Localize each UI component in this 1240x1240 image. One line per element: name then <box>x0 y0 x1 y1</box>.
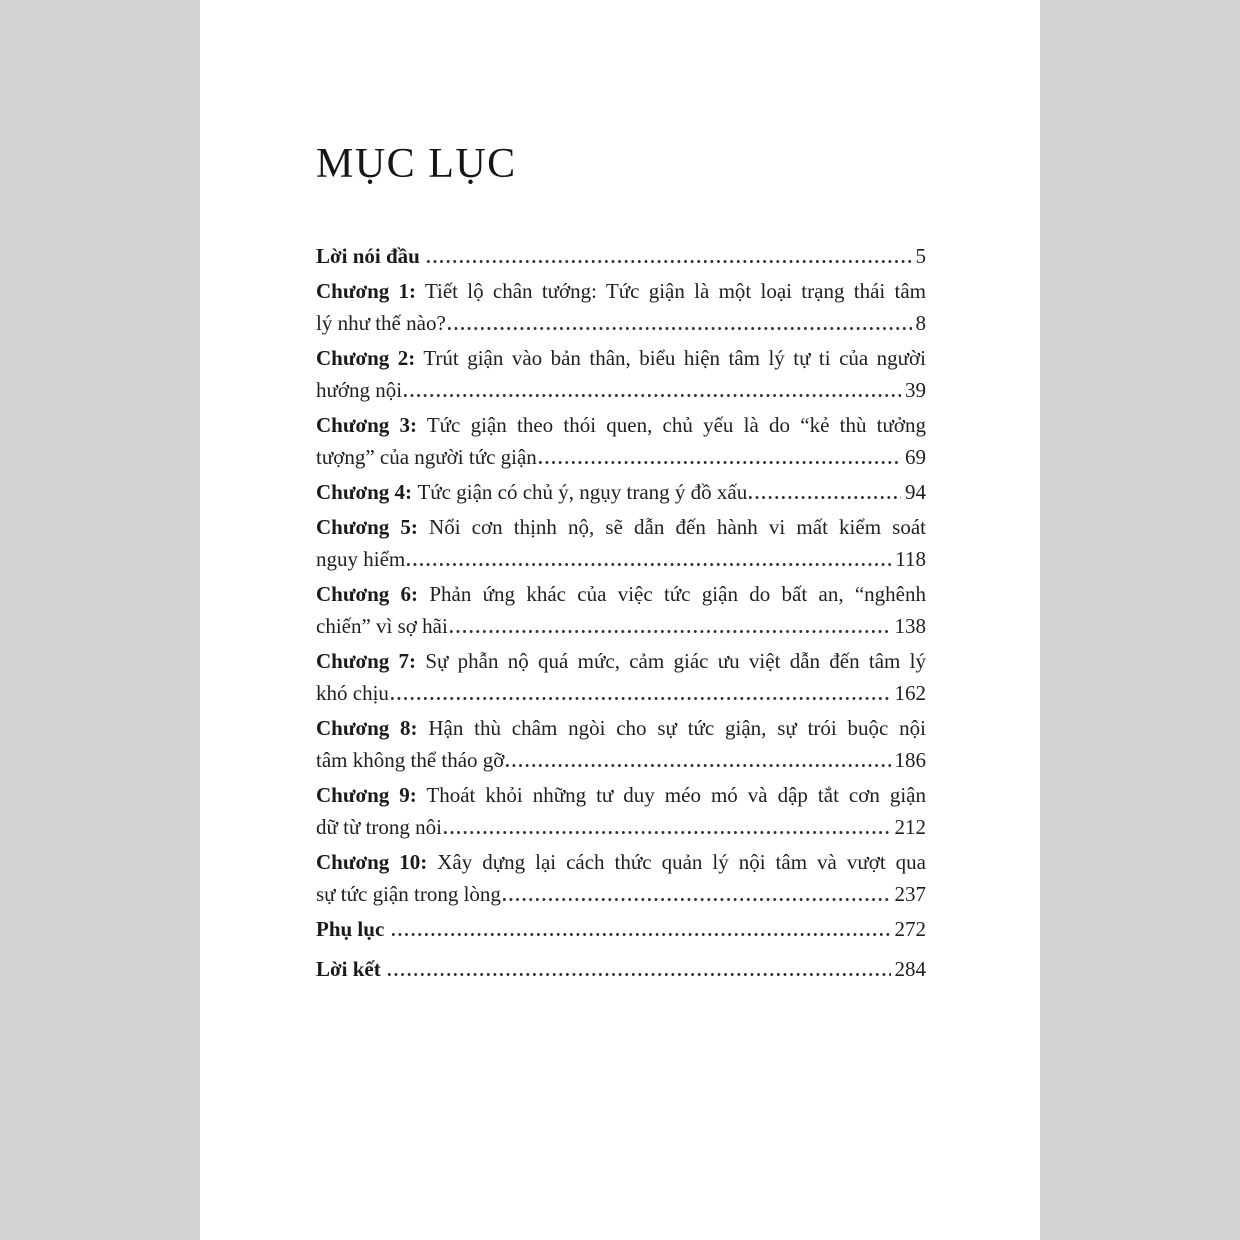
page-number: 212 <box>894 815 926 840</box>
entry-line <box>316 878 926 910</box>
page-number: 138 <box>894 614 926 639</box>
dot-leader <box>388 973 890 976</box>
entry-title: dữ từ trong nôi <box>316 815 443 840</box>
toc-entry <box>316 342 926 406</box>
page-number: 118 <box>895 547 926 572</box>
entry-line <box>316 779 926 811</box>
entry-line <box>316 240 926 272</box>
entry-line <box>316 307 926 339</box>
entry-label: Lời kết <box>316 957 381 982</box>
page-number: 186 <box>894 748 926 773</box>
page-number: 69 <box>905 445 926 470</box>
entry-label: Chương 1: <box>316 279 417 304</box>
toc-entry <box>316 409 926 473</box>
entry-label: Chương 3: <box>316 413 417 438</box>
entry-label: Lời nói đầu <box>316 244 420 269</box>
entry-line <box>316 476 926 508</box>
page-number: 284 <box>894 957 926 982</box>
entry-line <box>316 610 926 642</box>
entry-title: Thoát khỏi những tư duy méo mó và dập tắt cơn giận <box>426 783 926 808</box>
entry-title: tượng” của người tức giận <box>316 445 537 470</box>
dot-leader <box>391 697 891 700</box>
entry-title: Sự phẫn nộ quá mức, cảm giác ưu việt dẫn đến tâm lý <box>425 649 926 674</box>
toc-entry <box>316 645 926 709</box>
entry-line <box>316 811 926 843</box>
entry-title: tâm không thể tháo gỡ <box>316 748 505 773</box>
dot-leader <box>427 260 911 263</box>
entry-label: Chương 7: <box>316 649 417 674</box>
toc-entry <box>316 476 926 508</box>
dot-leader <box>448 327 912 330</box>
entry-line <box>316 342 926 374</box>
toc-entry <box>316 779 926 843</box>
toc-entry <box>316 712 926 776</box>
toc-entry <box>316 240 926 272</box>
entry-line <box>316 441 926 473</box>
entry-title: Tức giận theo thói quen, chủ yếu là do “kẻ thù tưởng <box>426 413 926 438</box>
entry-title: chiến” vì sợ hãi <box>316 614 448 639</box>
table-of-contents <box>316 240 926 985</box>
entry-title: khó chịu <box>316 681 389 706</box>
entry-label: Chương 5: <box>316 515 418 540</box>
entry-line <box>316 953 926 985</box>
entry-title: Tức giận có chủ ý, ngụy trang ý đồ xấu <box>417 480 748 505</box>
dot-leader <box>506 764 890 767</box>
page-number: 162 <box>894 681 926 706</box>
entry-title: Hận thù châm ngòi cho sự tức giận, sự trói buộc nội <box>428 716 926 741</box>
book-page <box>200 0 1040 1240</box>
entry-title: Nổi cơn thịnh nộ, sẽ dẫn đến hành vi mất kiểm soát <box>429 515 926 540</box>
page-number: 39 <box>905 378 926 403</box>
entry-title: Phản ứng khác của việc tức giận do bất an, “nghênh <box>429 582 926 607</box>
entry-line <box>316 712 926 744</box>
dot-leader <box>749 496 901 499</box>
entry-label: Chương 8: <box>316 716 418 741</box>
entry-title: hướng nội <box>316 378 403 403</box>
entry-title: Tiết lộ chân tướng: Tức giận là một loại trạng thái tâm <box>424 279 926 304</box>
entry-line <box>316 744 926 776</box>
dot-leader <box>404 394 901 397</box>
entry-title: sự tức giận trong lòng <box>316 882 501 907</box>
entry-line <box>316 511 926 543</box>
entry-label: Chương 4: <box>316 480 412 505</box>
entry-label: Chương 9: <box>316 783 417 808</box>
entry-title: Trút giận vào bản thân, biểu hiện tâm lý tự ti của người <box>423 346 926 371</box>
dot-leader <box>450 630 891 633</box>
page-title: MỤC LỤC <box>316 141 517 187</box>
toc-entry <box>316 953 926 985</box>
entry-line <box>316 275 926 307</box>
toc-entry <box>316 913 926 945</box>
dot-leader <box>407 563 891 566</box>
entry-line <box>316 677 926 709</box>
entry-label: Phụ lục <box>316 917 385 942</box>
entry-label: Chương 6: <box>316 582 419 607</box>
entry-line <box>316 374 926 406</box>
page-number: 8 <box>915 311 926 336</box>
entry-line <box>316 913 926 945</box>
page-number: 237 <box>894 882 926 907</box>
toc-entry <box>316 275 926 339</box>
entry-line <box>316 645 926 677</box>
entry-line <box>316 409 926 441</box>
entry-title: Xây dựng lại cách thức quản lý nội tâm và vượt qua <box>437 850 926 875</box>
entry-line <box>316 543 926 575</box>
page-number: 272 <box>894 917 926 942</box>
dot-leader <box>539 461 901 464</box>
toc-entry <box>316 511 926 575</box>
toc-entry <box>316 846 926 910</box>
page-number: 5 <box>915 244 926 269</box>
entry-title: nguy hiểm <box>316 547 406 572</box>
entry-line <box>316 578 926 610</box>
entry-line <box>316 846 926 878</box>
entry-label: Chương 2: <box>316 346 416 371</box>
entry-label: Chương 10: <box>316 850 428 875</box>
dot-leader <box>444 831 890 834</box>
toc-entry <box>316 578 926 642</box>
entry-title: lý như thế nào? <box>316 311 446 336</box>
dot-leader <box>392 933 891 936</box>
dot-leader <box>503 898 891 901</box>
page-number: 94 <box>905 480 926 505</box>
